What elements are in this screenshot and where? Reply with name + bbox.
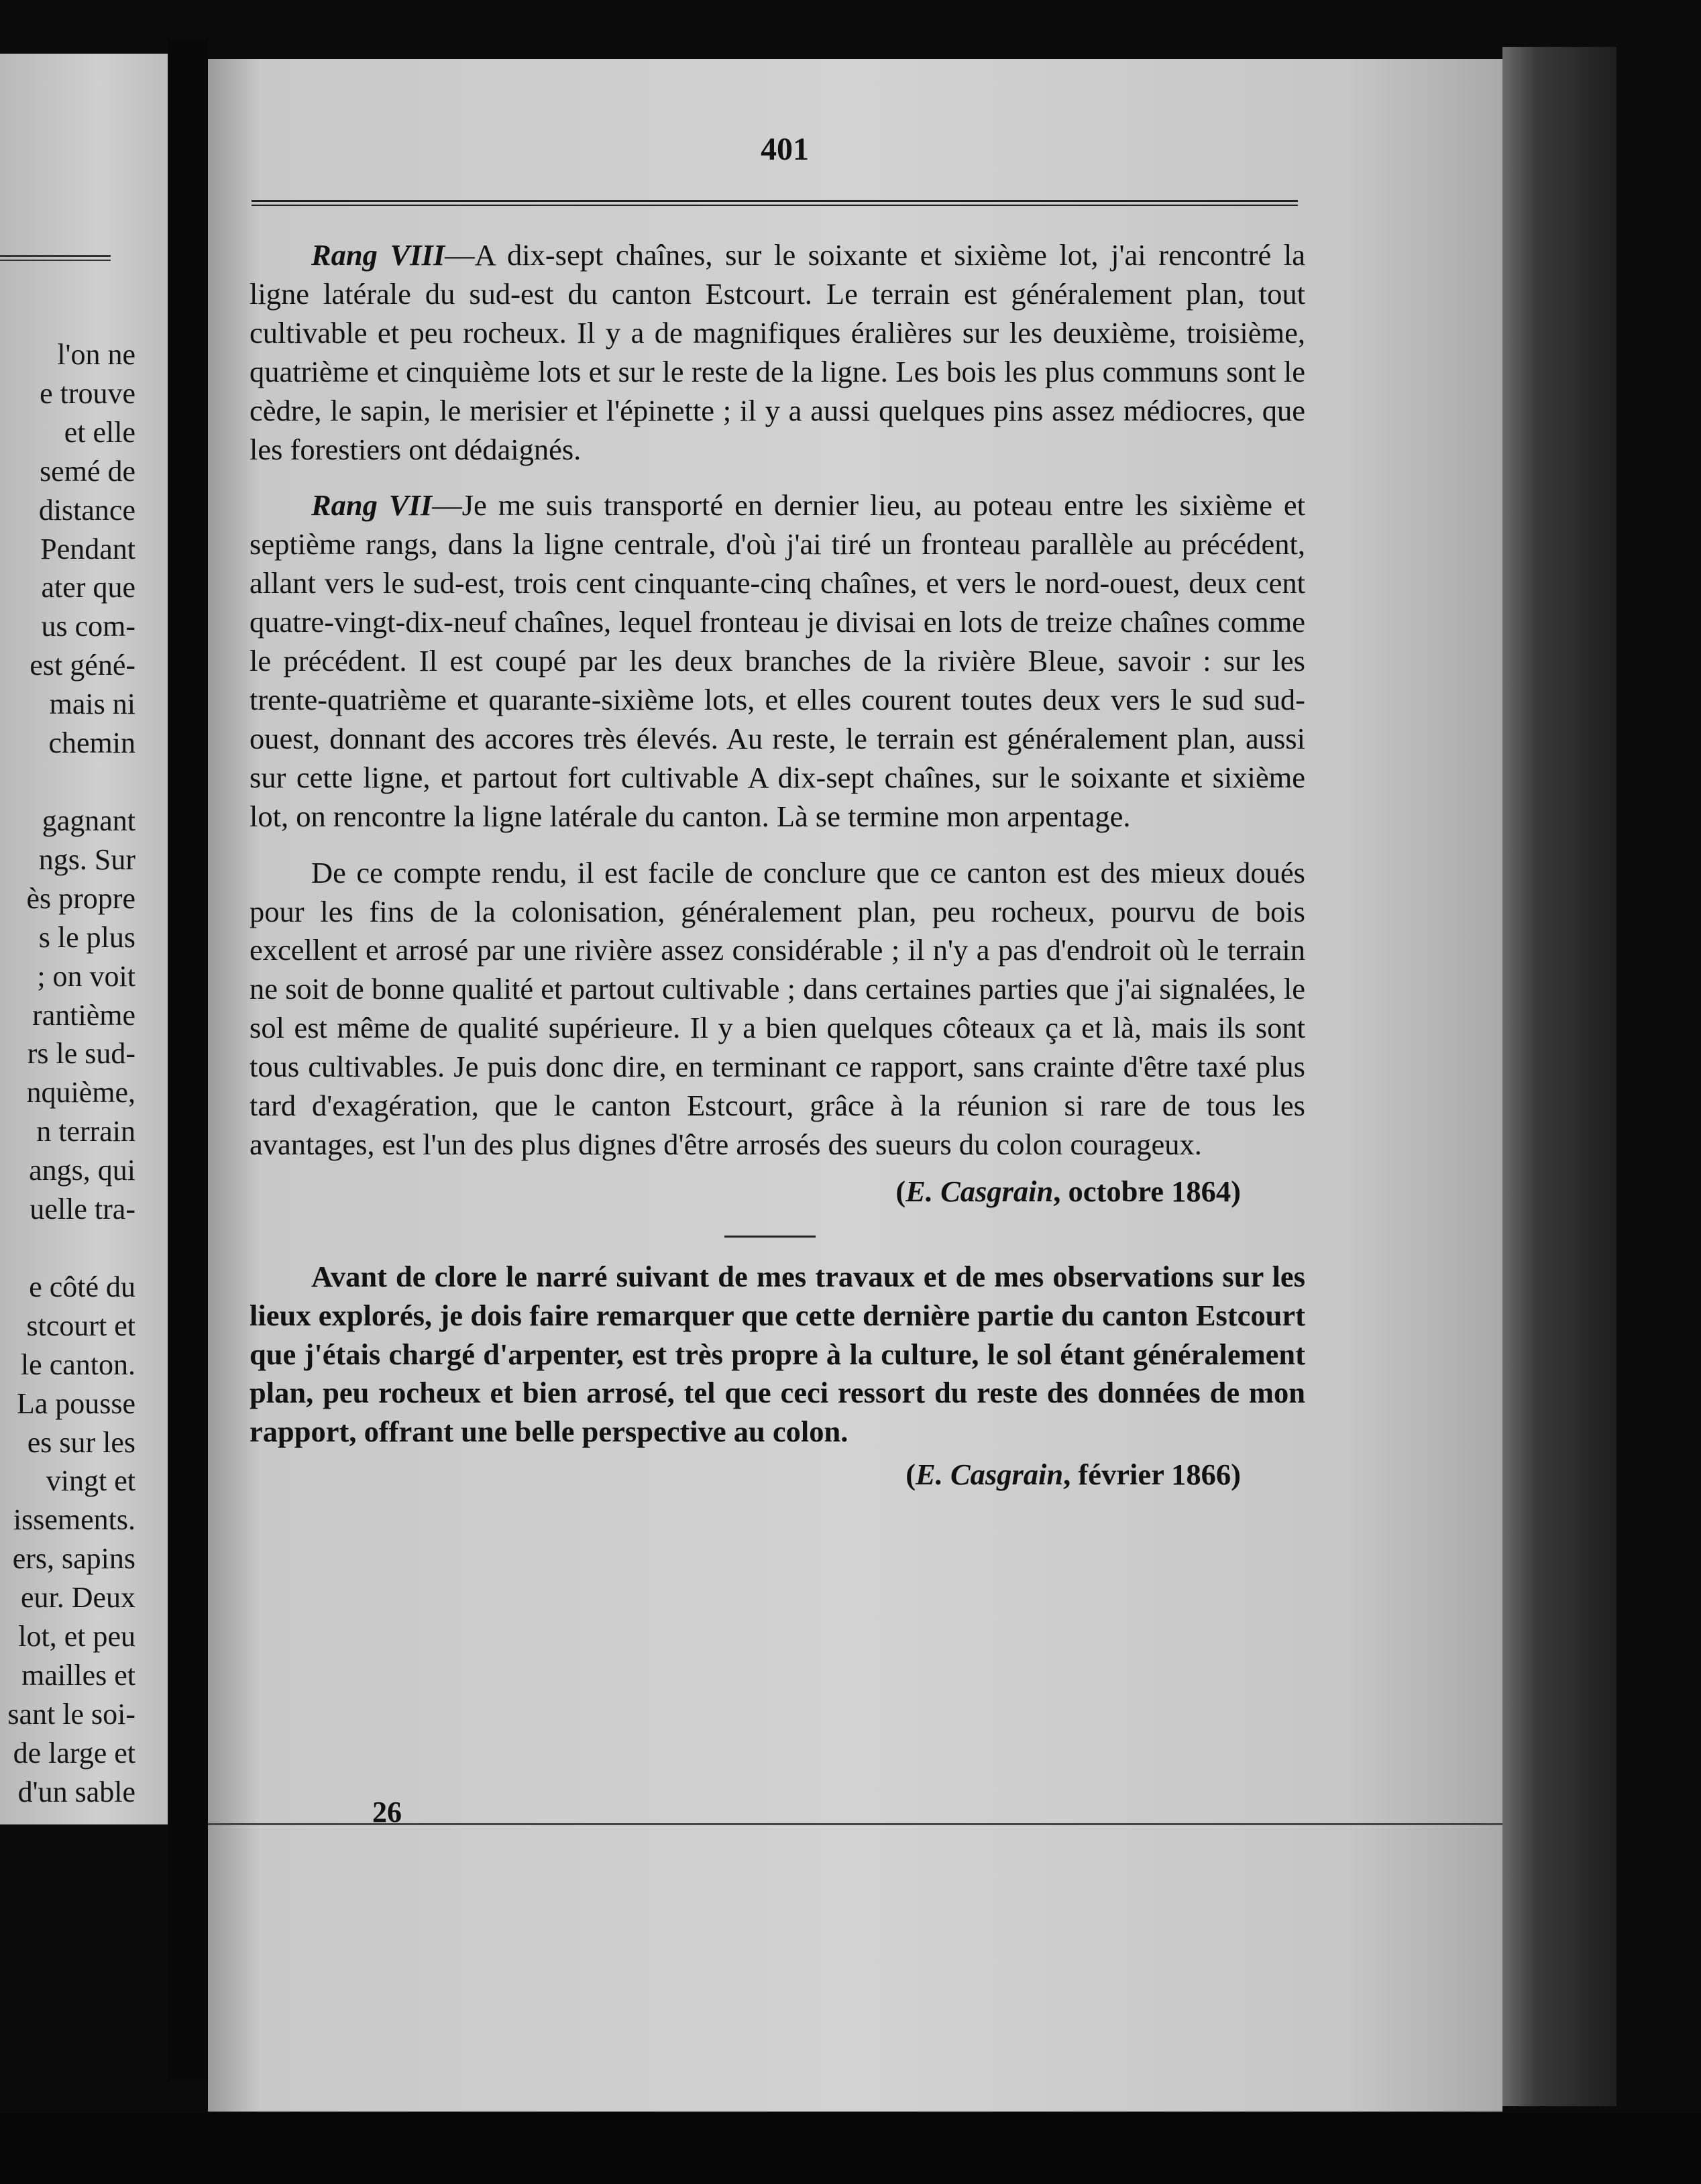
facing-page-line: e trouve <box>40 376 135 410</box>
facing-page-line: vingt et <box>46 1464 135 1498</box>
facing-page-line: ; on voit <box>37 959 135 993</box>
book-gutter <box>168 40 208 2079</box>
signature-1866: (E. Casgrain, février 1866) <box>906 1458 1241 1492</box>
facing-page-line: ater que <box>41 571 135 604</box>
facing-page-line: uelle tra- <box>30 1193 135 1226</box>
facing-page-line: distance <box>38 493 135 527</box>
facing-page-line: chemin <box>48 726 135 760</box>
rang-vii-label: Rang VII <box>311 488 433 523</box>
signature-name: E. Casgrain <box>906 1174 1054 1208</box>
rang-viii-label: Rang VIII <box>311 238 445 272</box>
facing-page-line: et elle <box>64 415 135 449</box>
facing-page-line: gagnant <box>42 804 135 837</box>
facing-page-fragment <box>0 54 168 1824</box>
facing-page-line: nquième, <box>26 1076 135 1109</box>
facing-page-line: Pendant <box>40 532 135 565</box>
facing-page-line: est géné- <box>30 649 135 682</box>
facing-page-line: mailles et <box>21 1659 135 1692</box>
rang-vii-text: —Je me suis transporté en dernier lieu, au poteau entre les sixième et septième rangs, dans la ligne centrale, d'où j'ai tiré un fronteau parallèle au précédent, allant vers le sud-est, trois cent cinquante-cinq chaînes, et vers le nord-ouest, deux cent quatre-vingt-dix-neuf chaînes, lequel fronteau je divisai en lots de treize chaînes comme le précédent. Il est coupé par les deux branches de la rivière Bleue, savoir : sur les trente-quatrième et quarante-sixième lots, et elles courent toutes deux vers le sud sud-ouest, donnant des accores très élevés. Au reste, le terrain est généralement plan, aussi sur cette ligne, et partout fort cultivable A dix-sept chaînes, sur le soixante et sixième lot, on rencontre la ligne latérale du canton. Là se termine mon arpentage. <box>250 488 1305 833</box>
facing-page-line: de large et <box>13 1736 135 1769</box>
paragraph-conclusion: De ce compte rendu, il est facile de conclure que ce canton est des mieux doués pour les fins de la colonisation, généralement plan, peu rocheux, pourvu de bois excellent et arrosé par une rivière assez considérable ; il n'y a pas d'endroit où le terrain ne soit de bonne qualité et partout cultivable ; dans certaines parties que j'ai signalées, le sol est même de qualité supérieure. Il y a bien quelques côteaux ça et là, mais ils sont tous cultivables. Je puis donc dire, en terminant ce rapport, sans crainte d'être taxé plus tard d'exagération, que le canton Estcourt, grâce à la réunion si rare de tous les avantages, est l'un des plus dignes d'être arrosés des sueurs du colon courageux. <box>250 855 1305 1161</box>
section-divider <box>724 1236 816 1238</box>
signature-1864: (E. Casgrain, octobre 1864) <box>895 1174 1241 1208</box>
facing-page-line: d'un sable <box>17 1775 135 1808</box>
rang-viii-text: —A dix-sept chaînes, sur le soixante et sixième lot, j'ai rencontré la ligne latérale du sud-est du canton Estcourt. Le terrain est généralement plan, tout cultivable et peu rocheux. Il y a de magnifiques éralières sur les deuxième, troisième, quatrième et cinquième lots et sur le reste de la ligne. Les bois les plus communs sont le cèdre, le sapin, le merisier et l'épinette ; il y a aussi quelques pins assez médiocres, que les forestiers ont dédaignés. <box>250 238 1305 466</box>
facing-page-line: angs, qui <box>29 1154 135 1187</box>
facing-page-line: issements. <box>13 1503 135 1537</box>
signature-name: E. Casgrain <box>916 1458 1064 1492</box>
facing-page-line: n terrain <box>36 1115 135 1148</box>
facing-page-line: sant le soi- <box>7 1697 135 1731</box>
page-edge-shadow <box>1502 47 1616 2106</box>
signature-date: , février 1866) <box>1063 1458 1241 1492</box>
facing-page-line: e côté du <box>29 1270 135 1303</box>
facing-page-line: eur. Deux <box>20 1581 135 1615</box>
facing-page-line: le canton. <box>20 1348 135 1381</box>
facing-page-gap <box>0 763 135 802</box>
facing-page-line: l'on ne <box>57 338 135 371</box>
facing-page-gap <box>0 1229 135 1268</box>
scan-border <box>0 2113 1701 2184</box>
facing-page-line: stcourt et <box>26 1309 135 1342</box>
paragraph-rang-vii <box>250 486 1305 836</box>
facing-page-line: us com- <box>41 610 135 643</box>
paragraph-rang-viii <box>250 236 1305 469</box>
facing-page-line: mais ni <box>49 688 135 721</box>
page-bottom-edge <box>208 1823 1502 1825</box>
facing-page-rule <box>0 255 111 261</box>
facing-page-line: rs le sud- <box>27 1037 135 1071</box>
facing-page-text <box>0 335 135 1812</box>
facing-page-line: lot, et peu <box>18 1620 135 1653</box>
facing-page-line: ers, sapins <box>12 1542 135 1576</box>
printer-signature-mark: 26 <box>372 1796 402 1828</box>
facing-page-line: ngs. Sur <box>38 842 135 876</box>
facing-page-line: s le plus <box>38 920 135 954</box>
page-number: 401 <box>761 131 809 167</box>
header-rule <box>252 200 1298 206</box>
paragraph-final-remark: Avant de clore le narré suivant de mes travaux et de mes observations sur les lieux explorés, je dois faire remarquer que cette dernière partie du canton Estcourt que j'étais chargé d'arpenter, est très propre à la culture, le sol étant généralement plan, peu rocheux et bien arrosé, tel que ceci ressort du reste des données de mon rapport, offrant une belle perspective au colon. <box>250 1259 1305 1449</box>
page-body <box>250 236 1305 1494</box>
facing-page-line: La pousse <box>16 1386 135 1420</box>
facing-page-line: semé de <box>40 454 135 488</box>
facing-page-line: rantième <box>32 998 135 1032</box>
facing-page-line: es sur les <box>27 1425 135 1459</box>
facing-page-line: ès propre <box>26 881 135 915</box>
signature-date: , octobre 1864) <box>1053 1174 1241 1208</box>
